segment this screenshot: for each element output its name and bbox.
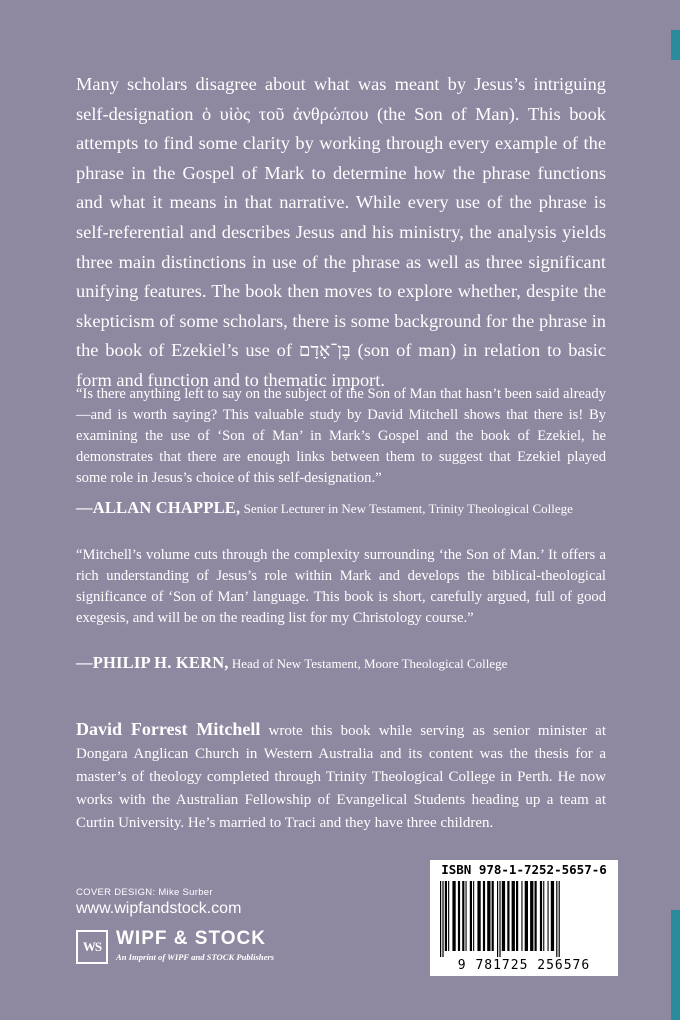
endorser-title-2: Head of New Testament, Moore Theological College [231,656,508,671]
endorser-name-2: —PHILIP H. KERN, [76,653,229,672]
accent-bar-top [671,30,680,60]
barcode-digits: 9 781725 256576 [457,958,591,973]
publisher-name: WIPF & STOCK [116,928,266,949]
isbn-barcode [430,860,618,976]
accent-bar-bottom [671,910,680,1020]
book-description: Many scholars disagree about what was meant by Jesus’s intriguing self-designation ὁ υἱὸς τοῦ ἀνθρώπου (the Son of Man). This book attempts to find some clarity by working through every example of the phrase in the Gospel of Mark to determine how the phrase functions and what it means in that narrative. While every use of the phrase is self-referential and describes Jesus and his ministry, the analysis yields three main distinctions in use of the phrase as well as three significant unifying features. The book then moves to explore whether, despite the skepticism of some scholars, there is some background for the phrase in the book of Ezekiel’s use of בֶּן־אָדָם (son of man) in relation to basic form and function and to thematic import. [76,74,607,390]
endorsement-quote-1: “Is there anything left to say on the subject of the Son of Man that hasn’t been said already—and is worth saying? This valuable study by David Mitchell shows that there is! By examining the use of ‘Son of Man’ in Mark’s Gospel and the book of Ezekiel, he demonstrates that there are enough links between them to suggest that Ezekiel played some role in Jesus’s choice of this self-designation.” [76,386,606,486]
publisher-logo [76,930,316,966]
cover-design-credit: COVER DESIGN: Mike Surber [76,887,213,898]
endorsement-attribution-1 [76,498,636,519]
publisher-tagline: An Imprint of WIPF and STOCK Publishers [116,952,275,962]
ws-logo-mark: WS [76,930,108,964]
publisher-website: www.wipfandstock.com [76,900,242,917]
author-bio [76,718,606,835]
author-name: David Forrest Mitchell [76,719,261,739]
endorsement-attribution-2 [76,653,636,674]
endorsement-quote-2: “Mitchell’s volume cuts through the complexity surrounding ‘the Son of Man.’ It offers a rich understanding of Jesus’s role within Mark and develops the biblical-theological significance of ‘Son of Man’ language. This book is short, carefully argued, full of good exegesis, and will be on the reading list for my Christology course.” [76,547,606,626]
endorser-title-1: Senior Lecturer in New Testament, Trinity Theological College [243,501,573,516]
barcode-bars [438,881,610,957]
endorser-name-1: —ALLAN CHAPPLE, [76,498,241,517]
isbn-number: ISBN 978-1-7252-5657-6 [441,862,607,877]
author-bio-text: wrote this book while serving as senior minister at Dongara Anglican Church in Western Australia and its content was the thesis for a master’s of theology completed through Trinity Theological College in Perth. He now works with the Australian Fellowship of Evangelical Students heading up a team at Curtin University. He’s married to Traci and they have three children. [76,723,607,831]
